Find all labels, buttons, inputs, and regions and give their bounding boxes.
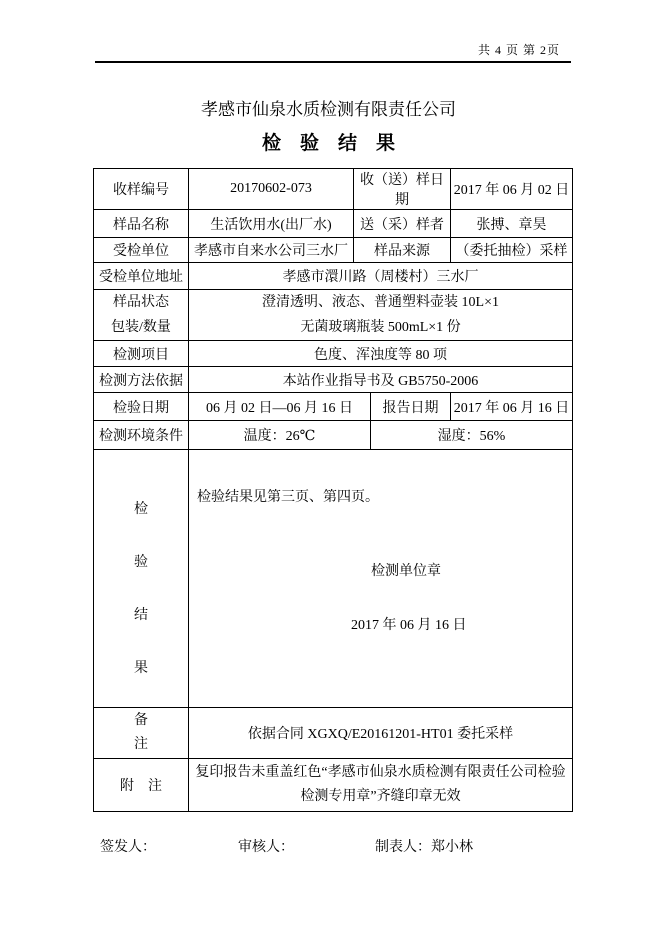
remark-label-char1: 备	[134, 713, 148, 728]
method-label: 检测方法依据	[94, 367, 189, 393]
state-label-lines	[96, 290, 186, 340]
seal-caption-text: 检测单位章	[371, 564, 441, 579]
sampler-label: 送（采）样者	[354, 210, 451, 238]
result-content-cell	[189, 450, 573, 708]
remark-label-vertical	[96, 709, 186, 757]
page-pagination: 共 4 页 第 2页	[477, 43, 560, 57]
state-value-lines	[191, 290, 570, 340]
source-label: 样品来源	[354, 238, 451, 263]
appendix-value: 复印报告未重盖红色“孝感市仙泉水质检测有限责任公司检验检测专用章”齐缝印章无效	[189, 759, 573, 812]
row-appendix	[94, 759, 573, 812]
sample-name-value: 生活饮用水(出厂水)	[189, 210, 354, 238]
document-title: 检 验 结 果	[261, 133, 395, 154]
company-name: 孝感市仙泉水质检测有限责任公司	[201, 100, 456, 119]
state-value	[189, 290, 573, 341]
state-label-line1: 样品状态	[113, 295, 169, 310]
remark-label	[94, 708, 189, 759]
result-label-char4: 果	[134, 660, 148, 676]
receive-date-value: 2017 年 06 月 02 日	[451, 169, 573, 210]
items-label: 检测项目	[94, 341, 189, 367]
row-method	[94, 367, 573, 393]
row-test-items	[94, 341, 573, 367]
row-remark	[94, 708, 573, 759]
env-label: 检测环境条件	[94, 421, 189, 450]
result-label-vertical	[96, 463, 186, 695]
sample-no-label: 收样编号	[94, 169, 189, 210]
items-value: 色度、浑浊度等 80 项	[189, 341, 573, 367]
state-value-line1: 澄清透明、液态、普通塑料壶装 10L×1	[262, 295, 499, 310]
issuer-signature-label: 签发人：	[100, 840, 156, 855]
method-value: 本站作业指导书及 GB5750-2006	[189, 367, 573, 393]
unit-value: 孝感市自来水公司三水厂	[189, 238, 354, 263]
report-table	[93, 168, 573, 812]
result-label-char1: 检	[134, 501, 148, 517]
state-value-line2: 无菌玻璃瓶装 500mL×1 份	[300, 320, 461, 335]
row-inspected-unit	[94, 238, 573, 263]
row-environment	[94, 421, 573, 450]
sample-name-label: 样品名称	[94, 210, 189, 238]
remark-label-char2: 注	[134, 737, 148, 752]
reviewer-signature-label: 审核人：	[238, 840, 294, 855]
result-label-char2: 验	[134, 554, 148, 570]
row-sample-no	[94, 169, 573, 210]
source-value: （委托抽检）采样	[451, 238, 573, 263]
report-date-value: 2017 年 06 月 16 日	[451, 393, 573, 421]
receive-date-label: 收（送）样日期	[354, 169, 451, 210]
result-date-text: 2017 年 06 月 16 日	[351, 618, 467, 633]
row-sample-state	[94, 290, 573, 341]
report-date-label: 报告日期	[371, 393, 451, 421]
row-test-date	[94, 393, 573, 421]
humidity-value: 湿度：56%	[371, 421, 573, 450]
sample-no-value: 20170602-073	[189, 169, 354, 210]
result-note-text: 检验结果见第三页、第四页。	[197, 490, 379, 505]
result-label-char3: 结	[134, 607, 148, 623]
row-inspection-result	[94, 450, 573, 708]
row-unit-address	[94, 263, 573, 290]
preparer-signature-label: 制表人：郑小林	[375, 840, 473, 855]
test-date-value: 06 月 02 日—06 月 16 日	[189, 393, 371, 421]
sampler-value: 张搏、章昊	[451, 210, 573, 238]
appendix-label: 附 注	[94, 759, 189, 812]
state-label	[94, 290, 189, 341]
row-sample-name	[94, 210, 573, 238]
unit-label: 受检单位	[94, 238, 189, 263]
header-divider-line	[95, 61, 571, 63]
result-label	[94, 450, 189, 708]
address-value: 孝感市澴川路（周楼村）三水厂	[189, 263, 573, 290]
test-date-label: 检验日期	[94, 393, 189, 421]
address-label: 受检单位地址	[94, 263, 189, 290]
state-label-line2: 包装/数量	[111, 320, 171, 335]
remark-value: 依据合同 XGXQ/E20161201-HT01 委托采样	[189, 708, 573, 759]
temperature-value: 温度：26℃	[189, 421, 371, 450]
